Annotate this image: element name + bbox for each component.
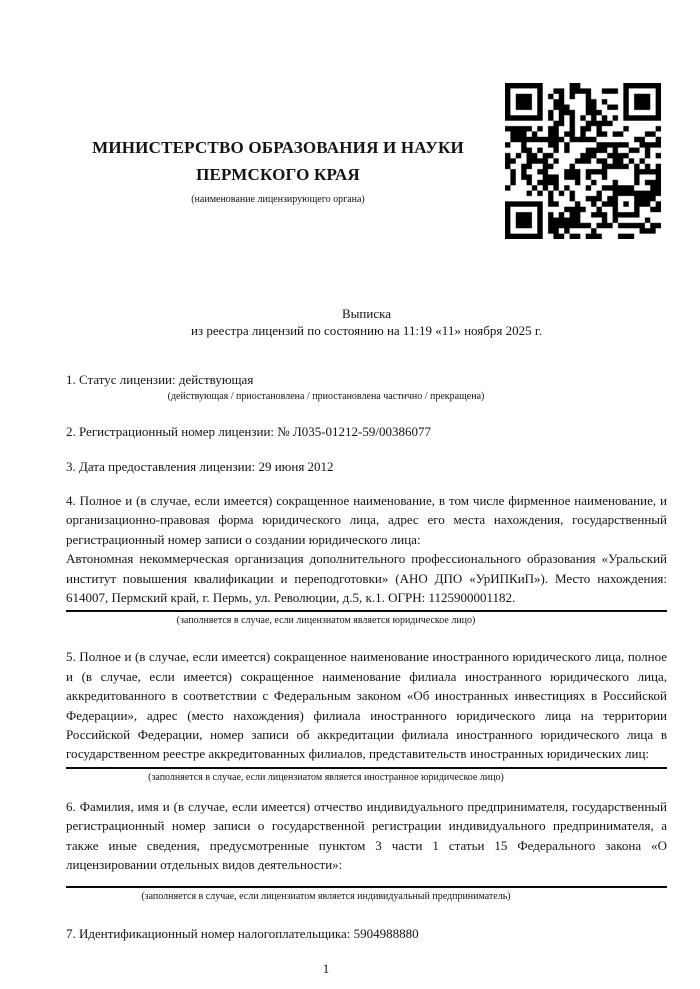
- foreign-entity-caption-wrap: [66, 771, 586, 784]
- document-title: Выписка: [342, 306, 391, 321]
- entrepreneur-caption: (заполняется в случае, если лицензиатом является индивидуальный предприниматель): [141, 890, 511, 902]
- legal-entity-caption: (заполняется в случае, если лицензиатом является юридическое лицо): [176, 615, 476, 627]
- document-subtitle: из реестра лицензий по состоянию на 11:19 «11» ноября 2025 г.: [191, 323, 542, 338]
- licensing-authority-caption: (наименование лицензирующего органа): [191, 194, 365, 205]
- page-number-wrap: [66, 960, 586, 977]
- document-title-block: [66, 305, 667, 339]
- ministry-name-line2: ПЕРМСКОГО КРАЯ: [196, 165, 360, 184]
- grant-date-field: 3. Дата предоставления лицензии: 29 июня 2012: [66, 459, 334, 474]
- entrepreneur-fill-rule: [66, 886, 667, 888]
- ministry-name-line1: МИНИСТЕРСТВО ОБРАЗОВАНИЯ И НАУКИ: [92, 138, 464, 157]
- foreign-entity-fill-rule: [66, 767, 667, 769]
- entrepreneur-caption-wrap: [66, 890, 586, 903]
- foreign-entity-caption: (заполняется в случае, если лицензиатом является иностранное юридическое лицо): [148, 771, 504, 783]
- licensing-authority-block: [66, 134, 490, 206]
- license-status-options-caption: (действующая / приостановлена / приостановлена частично / прекращена): [167, 391, 485, 402]
- page-number: 1: [322, 960, 330, 976]
- legal-entity-field-label: 4. Полное и (в случае, если имеется) сокращенное наименование, в том числе фирменное наименование, и организационно-правовая форма юридического лица, адрес его места нахождения, государственный регистрационный номер записи о создании юридического лица:: [66, 493, 667, 547]
- taxpayer-id-field: 7. Идентификационный номер налогоплательщика: 5904988880: [66, 925, 419, 941]
- foreign-entity-field-label: 5. Полное и (в случае, если имеется) сокращенное наименование иностранного юридического лица, полное и (в случае, если имеется) сокращенное наименование филиала иностранного юридического лица, аккредитованного в соответствии с Федеральным законом «Об иностранных инвестициях в Российской Федерации», адрес (место нахождения) филиала иностранного юридического лица на территории Российской Федерации, номер записи об аккредитации филиала иностранного юридического лица в государственном реестре аккредитованных филиалов, представительств иностранных юридических лиц:: [66, 649, 667, 762]
- document-content: [66, 0, 667, 977]
- license-status-caption-wrap: [66, 390, 586, 403]
- legal-entity-fill-rule: [66, 610, 667, 612]
- license-status-field: 1. Статус лицензии: действующая: [66, 372, 254, 387]
- legal-entity-field-value: Автономная некоммерческая организация дополнительного профессионального образования «Уральский институт повышения квалификации и переподготовки» (АНО ДПО «УрИПКиП»). Место нахождения: 614007, Пермский край, г. Пермь, ул. Революции, д.5, к.1. ОГРН: 1125900001182.: [66, 551, 667, 606]
- registration-number-field: 2. Регистрационный номер лицензии: № Л035-01212-59/00386077: [66, 424, 432, 439]
- legal-entity-caption-wrap: [66, 614, 586, 627]
- entrepreneur-field-label: 6. Фамилия, имя и (в случае, если имеется) отчество индивидуального предпринимателя, государственный регистрационный номер записи о государственной регистрации индивидуального предпринимателя, а также иные сведения, предусмотренные пунктом 3 части 1 статьи 15 Федерального закона «О лицензировании отдельных видов деятельности»:: [66, 798, 667, 873]
